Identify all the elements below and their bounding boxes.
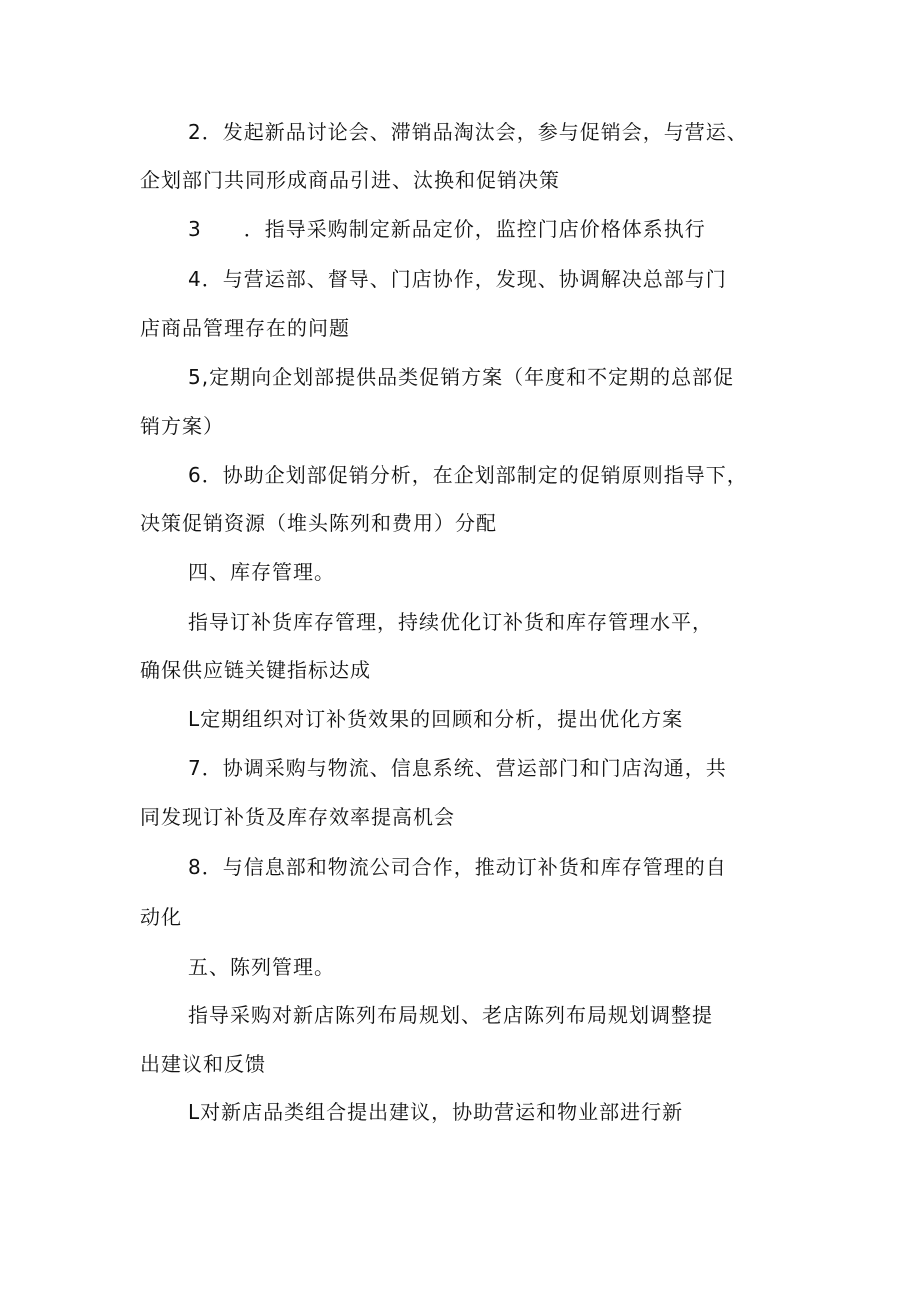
text-line: 指导订补货库存管理，持续优化订补货和库存管理水平，	[188, 610, 713, 634]
section-heading: 四、库存管理。	[188, 560, 335, 584]
text-line: 动化	[140, 905, 182, 929]
text-line: L定期组织对订补货效果的回顾和分析，提出优化方案	[188, 707, 684, 731]
text-line: 决策促销资源（堆头陈列和费用）分配	[140, 511, 497, 535]
section-heading: 五、陈列管理。	[188, 955, 335, 979]
text-line: L对新店品类组合提出建议，协助营运和物业部进行新	[188, 1100, 684, 1124]
text-line: 企划部门共同形成商品引进、汰换和促销决策	[140, 168, 560, 192]
text-line: 6．协助企划部促销分析，在企划部制定的促销原则指导下，	[188, 463, 748, 487]
text-line: 5,定期向企划部提供品类促销方案（年度和不定期的总部促	[188, 365, 735, 389]
text-line: 8．与信息部和物流公司合作，推动订补货和库存管理的自	[188, 855, 727, 879]
text-line: 同发现订补货及库存效率提高机会	[140, 805, 455, 829]
text-line: 出建议和反馈	[140, 1052, 266, 1076]
text-line: 4．与营运部、督导、门店协作，发现、协调解决总部与门	[188, 267, 727, 291]
text-line: 7．协调采购与物流、信息系统、营运部门和门店沟通，共	[188, 756, 727, 780]
text-line: 确保供应链关键指标达成	[140, 658, 371, 682]
text-line: 2．发起新品讨论会、滞销品淘汰会，参与促销会，与营运、	[188, 120, 748, 144]
text-line: 指导采购对新店陈列布局规划、老店陈列布局规划调整提	[188, 1003, 713, 1027]
text-line: 3 ．指导采购制定新品定价，监控门店价格体系执行	[188, 217, 706, 241]
text-line: 销方案）	[140, 414, 224, 438]
text-line: 店商品管理存在的问题	[140, 316, 350, 340]
